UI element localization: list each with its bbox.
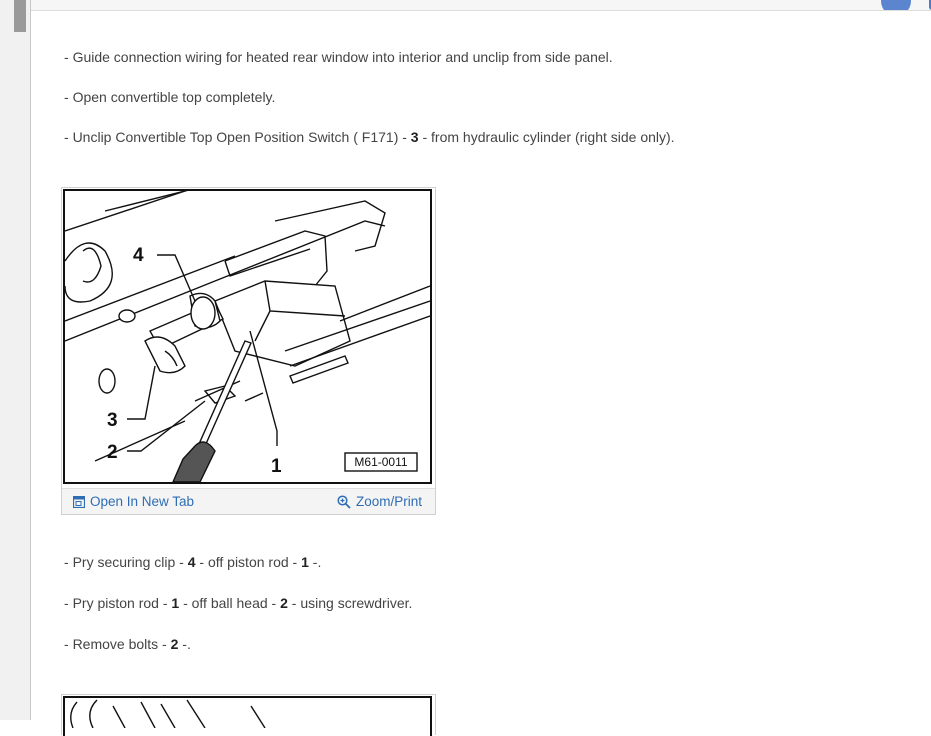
step-ref-number: 3 bbox=[410, 129, 419, 145]
figure-footer bbox=[62, 488, 435, 514]
step-text: Open convertible top completely. bbox=[72, 89, 276, 105]
step-pry-piston-rod bbox=[64, 595, 412, 611]
magnifier-icon bbox=[337, 495, 351, 509]
step-bullet: - bbox=[64, 595, 73, 611]
step-unclip-switch bbox=[64, 129, 675, 145]
callout-1: 1 bbox=[271, 456, 282, 477]
open-in-new-tab-link[interactable] bbox=[73, 494, 194, 509]
open-in-new-tab-label: Open In New Tab bbox=[90, 494, 195, 509]
user-avatar[interactable] bbox=[881, 0, 911, 11]
top-toolbar bbox=[31, 0, 931, 11]
step-text: -. bbox=[308, 554, 322, 570]
step-ref-number: 1 bbox=[171, 595, 180, 611]
step-bullet: - bbox=[64, 554, 73, 570]
step-ref-number: 2 bbox=[280, 595, 288, 611]
step-ref-number: 1 bbox=[301, 554, 309, 570]
step-bullet: - bbox=[64, 89, 73, 105]
step-text: - off ball head - bbox=[179, 595, 281, 611]
step-bullet: - bbox=[64, 636, 73, 652]
step-remove-bolts bbox=[64, 636, 191, 652]
left-gutter bbox=[0, 0, 31, 720]
figure-id-label: M61-0011 bbox=[354, 455, 408, 469]
illustration-drawing bbox=[65, 191, 430, 482]
figure-next bbox=[61, 694, 436, 735]
technical-illustration[interactable] bbox=[63, 189, 432, 484]
zoom-print-link[interactable] bbox=[337, 494, 422, 509]
step-text: - off piston rod - bbox=[195, 554, 302, 570]
scrollbar-thumb[interactable] bbox=[14, 0, 26, 32]
step-text: - from hydraulic cylinder (right side only). bbox=[418, 129, 675, 145]
callout-2: 2 bbox=[107, 442, 118, 463]
step-ref-number: 4 bbox=[187, 554, 196, 570]
new-tab-icon bbox=[73, 496, 85, 508]
illustration-drawing-next bbox=[65, 698, 430, 728]
step-text: Guide connection wiring for heated rear window into interior and unclip from side panel. bbox=[72, 49, 613, 65]
step-text: - using screwdriver. bbox=[287, 595, 413, 611]
step-open-top bbox=[64, 89, 275, 105]
technical-illustration-next[interactable] bbox=[63, 696, 432, 736]
step-bullet: - bbox=[64, 129, 73, 145]
step-pry-clip bbox=[64, 554, 321, 570]
step-guide-wiring bbox=[64, 49, 613, 65]
step-ref-number: 2 bbox=[170, 636, 179, 652]
step-text: Pry piston rod - bbox=[72, 595, 172, 611]
step-text: Remove bolts - bbox=[72, 636, 171, 652]
zoom-print-label: Zoom/Print bbox=[356, 494, 423, 509]
callout-4: 4 bbox=[133, 245, 144, 266]
step-text: Unclip Convertible Top Open Position Switch ( F171) - bbox=[72, 129, 411, 145]
step-text: -. bbox=[178, 636, 191, 652]
callout-3: 3 bbox=[107, 410, 118, 431]
step-text: Pry securing clip - bbox=[72, 554, 188, 570]
figure-m61-0011 bbox=[61, 187, 436, 515]
step-bullet: - bbox=[64, 49, 73, 65]
